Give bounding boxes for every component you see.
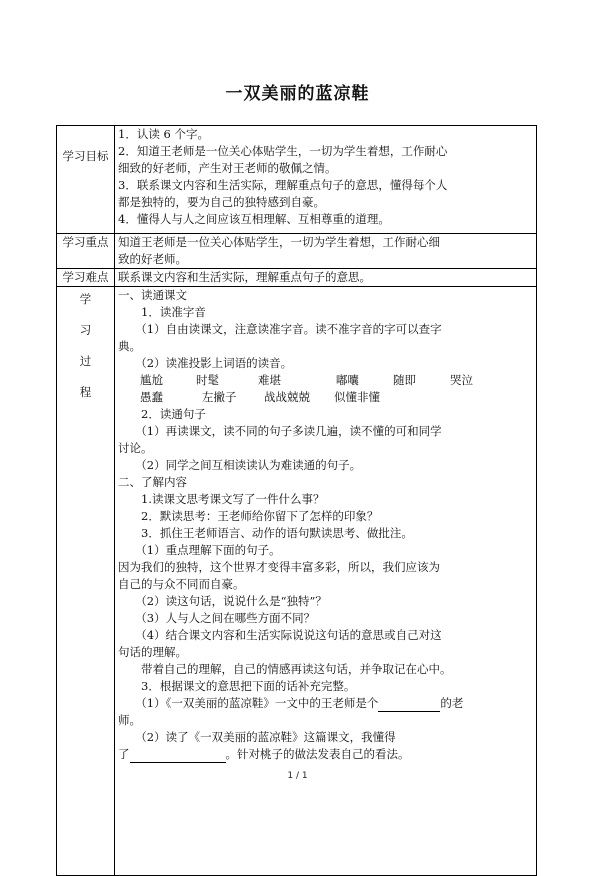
process-line: （1）重点理解下面的句子。 [118,543,281,557]
difficulty-line: 联系课文内容和生活实际，理解重点句子的意思。 [118,270,371,284]
goal-line: 3．联系课文内容和生活实际，理解重点句子的意思，懂得每个人 [118,178,448,192]
difficulty-content [115,269,537,287]
process-label-char: 学 [79,292,92,306]
process-label-char: 过 [79,354,92,368]
process-line: 讨论。 [118,441,153,455]
vocab-word: 左撇子 [202,390,237,404]
process-line: 因为我们的独特，这个世界才变得丰富多彩，所以，我们应该为 [118,560,440,574]
process-line: 一、读通课文 [118,288,187,302]
process-line: 1.读课文思考课文写了一件什么事？ [118,492,325,506]
difficulty-label: 学习难点 [57,269,115,287]
vocab-word: 难堪 [258,373,281,387]
process-line: 3．根据课文的意思把下面的话补充完整。 [118,679,356,693]
process-line: （4）结合课文内容和生活实际说说这句话的意思或自己对这 [118,628,442,642]
process-line: 1．读准字音 [118,305,206,319]
document-title: 一双美丽的蓝凉鞋 [225,84,370,104]
lesson-plan-table [56,125,537,876]
word-list-row [115,389,536,406]
focus-label: 学习重点 [57,234,115,269]
focus-content [115,234,537,269]
goal-line: 4．懂得人与人之间应该互相理解、互相尊重的道理。 [118,212,390,226]
process-line: （3）人与人之间在哪些方面不同？ [118,611,316,625]
process-line: （2）读了《一双美丽的蓝凉鞋》这篇课文，我懂得 [118,730,396,744]
process-label [57,287,115,876]
goals-content [115,126,537,234]
fill-in-line: （1）《一双美丽的蓝凉鞋》一文中的王老师是个 的老 [118,696,464,710]
goal-line: 都是独特的，要为自己的独特感到自豪。 [118,195,325,209]
process-line: （2）读这句话，说说什么是“独特”？ [118,594,327,608]
process-line: （1）自由读课文，注意读准字音。读不准字音的字可以查字 [118,322,442,336]
process-line: 带着自己的理解，自己的情感再读这句话，并争取记在心中。 [118,662,452,676]
focus-line: 知道王老师是一位关心体贴学生，一切为学生着想，工作耐心细 [118,235,440,249]
process-line: 二、了解内容 [118,475,187,489]
goals-label: 学习目标 [57,126,115,234]
vocab-word: 尴尬 [140,373,163,387]
focus-row [57,234,537,269]
process-line: （2）同学之间互相读读认为难读通的句子。 [118,458,362,472]
process-row [57,287,537,876]
process-content [115,287,537,876]
process-line: 典。 [118,339,141,353]
vocab-word: 似懂非懂 [334,390,380,404]
goal-line: 2．知道王老师是一位关心体贴学生，一切为学生着想，工作耐心 [118,144,448,158]
goal-line: 细致的好老师，产生对王老师的敬佩之情。 [118,161,337,175]
process-line: （1）再读课文，读不同的句子多读几遍，读不懂的可和同学 [118,424,442,438]
vocab-word: 战战兢兢 [264,390,310,404]
process-line: 自己的与众不同而自豪。 [118,577,245,591]
process-line: 3．抓住王老师语言、动作的语句默读思考、做批注。 [118,526,413,540]
vocab-word: 嘟囔 [336,373,359,387]
fill-in-line: 了 。针对桃子的做法发表自己的看法。 [118,747,410,761]
process-line: 2．读通句子 [118,407,206,421]
vocab-word: 愚蠢 [140,390,163,404]
difficulty-row [57,269,537,287]
process-line: 师。 [118,713,141,727]
fill-blank[interactable] [378,698,440,712]
vocab-word: 时髦 [196,373,219,387]
process-line: 2．默读思考：王老师给你留下了怎样的印象？ [118,509,379,523]
process-line: （2）读准投影上词语的读音。 [118,356,293,370]
fill-blank[interactable] [130,749,226,763]
word-list-row [115,372,536,389]
vocab-word: 哭泣 [450,373,473,387]
process-line: 句话的理解。 [118,645,187,659]
goals-row [57,126,537,234]
process-label-char: 程 [79,385,92,399]
vocab-word: 随即 [393,373,416,387]
process-label-char: 习 [79,323,92,337]
goal-line: 1．认读 6 个字。 [118,127,209,141]
focus-line: 致的好老师。 [118,252,187,266]
page-number: 1 / 1 [287,771,308,781]
